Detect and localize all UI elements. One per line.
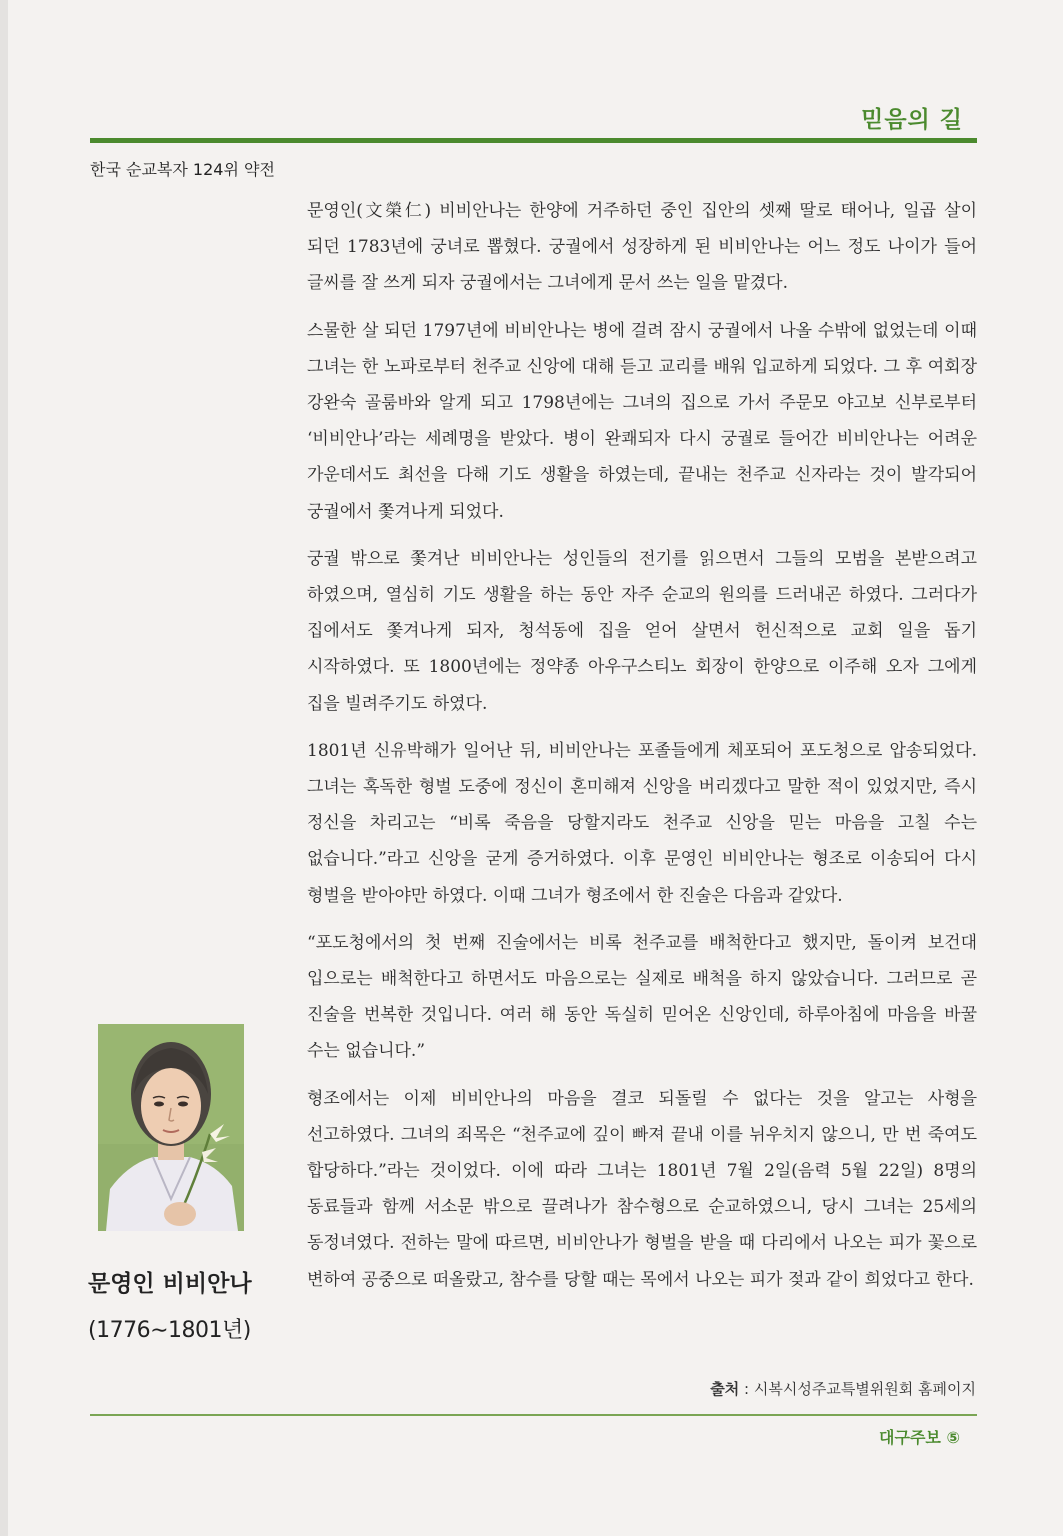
bottom-divider: [90, 1414, 977, 1416]
top-divider: [90, 138, 977, 143]
portrait-caption-years: (1776∼1801년): [88, 1318, 251, 1343]
paragraph-2: 스물한 살 되던 1797년에 비비안나는 병에 걸려 잠시 궁궐에서 나올 수밖에 없었는데 이때 그녀는 한 노파로부터 천주교 신앙에 대해 듣고 교리를 배워 입교하게 되었다. 그 후 여회장 강완숙 골룸바와 알게 되고 1798년에는 그녀의 집으로 가서 주문모 야고보 신부로부터 ‘비비안나’라는 세례명을 받았다. 병이 완쾌되자 다시 궁궐로 들어간 비비안나는 어려운 가운데서도 최선을 다해 기도 생활을 하였는데, 끝내는 천주교 신자라는 것이 발각되어 궁궐에서 쫓겨나게 되었다.: [307, 320, 977, 522]
source-credit: [710, 1378, 976, 1399]
article-body: [307, 193, 977, 1309]
source-text: 시복시성주교특별위원회 홈페이지: [753, 1380, 976, 1398]
source-label: 출처: [710, 1380, 740, 1398]
article-subtitle: 한국 순교복자 124위 약전: [90, 160, 275, 179]
paragraph-3: 궁궐 밖으로 쫓겨난 비비안나는 성인들의 전기를 읽으면서 그들의 모범을 본받으려고 하였으며, 열심히 기도 생활을 하는 동안 자주 순교의 원의를 드러내곤 하였다. 그러다가 집에서도 쫓겨나게 되자, 청석동에 집을 얻어 살면서 헌신적으로 교회 일을 돕기 시작하였다. 또 1800년에는 정약종 아우구스티노 회장이 한양으로 이주해 오자 그에게 집을 빌려주기도 하였다.: [307, 548, 977, 714]
paragraph-1: 문영인(文榮仁) 비비안나는 한양에 거주하던 중인 집안의 셋째 딸로 태어나, 일곱 살이 되던 1783년에 궁녀로 뽑혔다. 궁궐에서 성장하게 된 비비안나는 어느 정도 나이가 들어 글씨를 잘 쓰게 되자 궁궐에서는 그녀에게 문서 쓰는 일을 맡겼다.: [307, 201, 977, 294]
footer-publication: 대구주보 ⑤: [879, 1428, 960, 1447]
source-separator: :: [739, 1380, 754, 1398]
paragraph-6: 형조에서는 이제 비비안나의 마음을 결코 되돌릴 수 없다는 것을 알고는 사형을 선고하였다. 그녀의 죄목은 “천주교에 깊이 빠져 끝내 이를 뉘우치지 않으니, 만 번 죽여도 합당하다.”라는 것이었다. 이에 따라 그녀는 1801년 7월 2일(음력 5월 22일) 8명의 동료들과 함께 서소문 밖으로 끌려나가 참수형으로 순교하였으니, 당시 그녀는 25세의 동정녀였다. 전하는 말에 따르면, 비비안나가 형벌을 받을 때 다리에서 나오는 피가 꽃으로 변하여 공중으로 떠올랐고, 참수를 당할 때는 목에서 나오는 피가 젖과 같이 희었다고 한다.: [307, 1088, 977, 1290]
portrait-caption-name: 문영인 비비안나: [88, 1271, 252, 1297]
quote-paragraph: “포도청에서의 첫 번째 진술에서는 비록 천주교를 배척한다고 했지만, 돌이켜 보건대 입으로는 배척한다고 하면서도 마음으로는 실제로 배척을 하지 않았습니다. 그러므로 곧 진술을 번복한 것입니다. 여러 해 동안 독실히 믿어온 신앙인데, 하루아침에 마음을 바꿀 수는 없습니다.”: [307, 932, 977, 1062]
section-title: 믿음의 길: [861, 107, 963, 133]
paragraph-4: 1801년 신유박해가 일어난 뒤, 비비안나는 포졸들에게 체포되어 포도청으로 압송되었다. 그녀는 혹독한 형벌 도중에 정신이 혼미해져 신앙을 버리겠다고 말한 적이 있었지만, 즉시 정신을 차리고는 “비록 죽음을 당할지라도 천주교 신앙을 믿는 마음을 고칠 수는 없습니다.”라고 신앙을 굳게 증거하였다. 이후 문영인 비비안나는 형조로 이송되어 다시 형벌을 받아야만 하였다. 이때 그녀가 형조에서 한 진술은 다음과 같았다.: [307, 740, 977, 906]
portrait-image: [98, 1024, 244, 1231]
